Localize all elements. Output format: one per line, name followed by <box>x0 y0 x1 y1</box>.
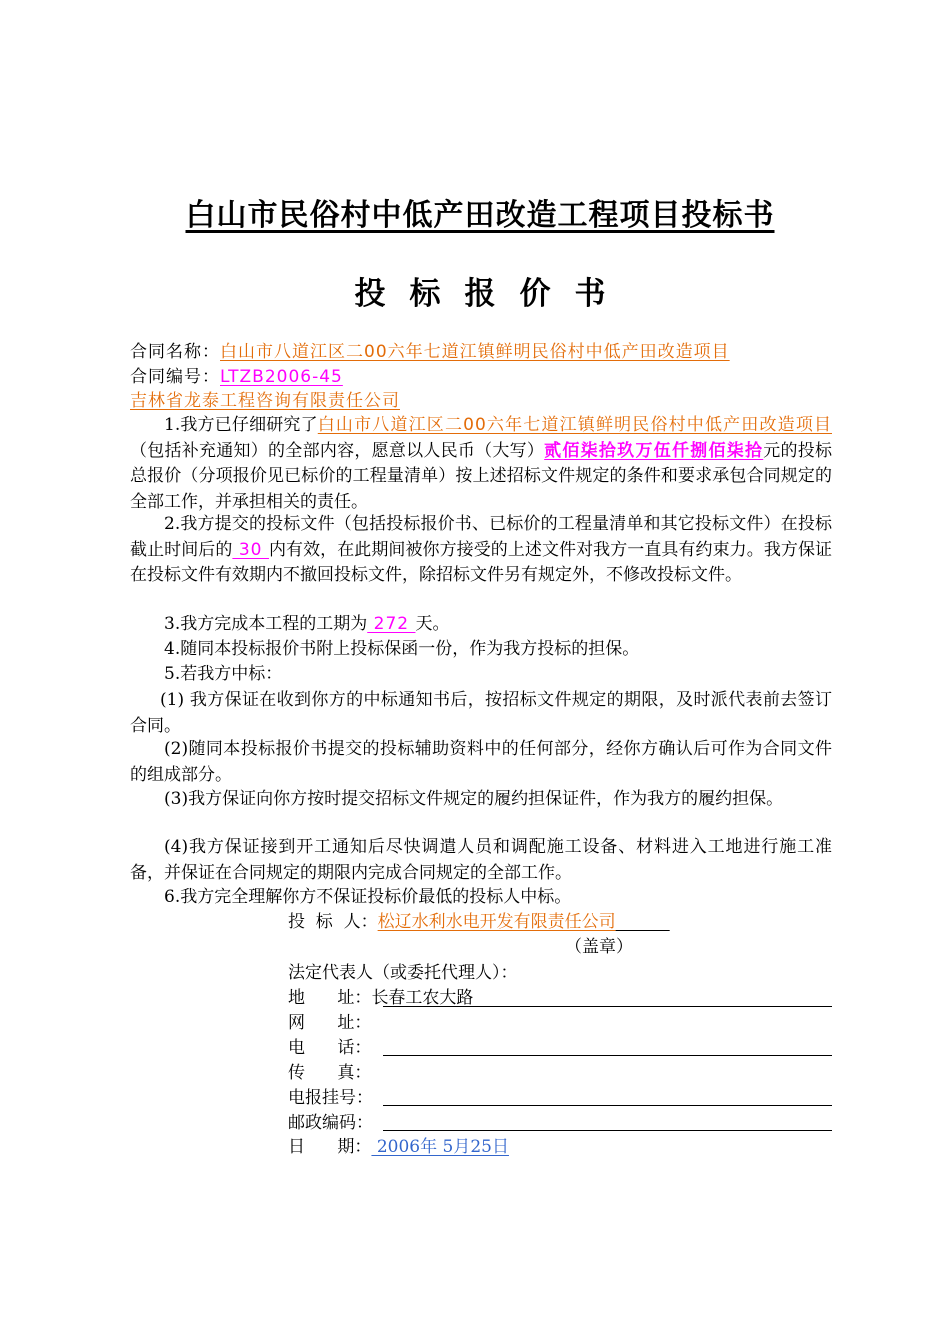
bidder-row <box>288 910 670 935</box>
recipient-company: 吉林省龙泰工程咨询有限责任公司 <box>130 391 400 411</box>
fax-label: 传 真： <box>288 1063 372 1083</box>
telegraph-label: 电报挂号： <box>288 1088 373 1108</box>
contract-no-row <box>130 364 343 390</box>
phone-underline <box>383 1034 832 1056</box>
address-underline <box>383 985 832 1007</box>
postcode-row <box>288 1111 373 1136</box>
date-label: 日 期： <box>288 1137 372 1157</box>
document-title: 白山市民俗村中低产田改造工程项目投标书 <box>185 198 775 233</box>
contract-name-value: 白山市八道江区二00六年七道江镇鲜明民俗村中低产田改造项目 <box>220 342 730 362</box>
bidder-label: 投 标 人： <box>288 912 378 932</box>
address-label: 地 址： <box>288 988 372 1008</box>
document-subtitle: 投标报价书 <box>354 276 630 312</box>
paragraph-5-3: (3)我方保证向你方按时提交招标文件规定的履约担保证件，作为我方的履约担保。 <box>164 789 784 809</box>
p3-text-a: 3.我方完成本工程的工期为 <box>164 614 368 634</box>
bidder-name: 松辽水利水电开发有限责任公司 <box>377 912 616 932</box>
validity-days: 30 <box>232 539 269 560</box>
seal-note: （盖章） <box>565 937 633 957</box>
contract-no-value: LTZB2006-45 <box>220 367 343 387</box>
paragraph-5-2: (2)随同本投标报价书提交的投标辅助资料中的任何部分，经你方确认后可作为合同文件的组成部分。 <box>130 739 832 785</box>
contract-no-label: 合同编号： <box>130 367 220 387</box>
postcode-underline <box>383 1109 832 1131</box>
p3-text-b: 天。 <box>415 614 450 634</box>
paragraph-2 <box>130 512 832 589</box>
p1-text-b: （包括补充通知）的全部内容，愿意以人民币（大写） <box>130 440 545 461</box>
paragraph-4: 4.随同本投标报价书附上投标保函一份，作为我方投标的担保。 <box>164 639 640 659</box>
bid-amount: 贰佰柒拾玖万伍仟捌佰柒拾 <box>544 440 764 461</box>
paragraph-5: 5.若我方中标： <box>164 664 283 684</box>
contract-name-row <box>130 339 730 365</box>
phone-row <box>288 1036 371 1061</box>
construction-days: 272 <box>367 614 416 634</box>
p2-text-a: 2.我方提交的投标文件（包括投标报价书、已标价的工程量清单和其它投标文件）在投标截止时间后的 <box>130 514 832 560</box>
p1-project-name: 白山市八道江区二00六年七道江镇鲜明民俗村中低产田改造项目 <box>317 415 832 435</box>
fax-row <box>288 1061 371 1086</box>
paragraph-6: 6.我方完全理解你方不保证投标价最低的投标人中标。 <box>164 887 572 907</box>
paragraph-3 <box>130 612 832 638</box>
date-value: 2006年 5月25日 <box>371 1137 509 1157</box>
website-label: 网 址： <box>288 1013 372 1033</box>
address-value: 长春工农大路 <box>371 988 474 1008</box>
telegraph-underline <box>383 1084 832 1106</box>
paragraph-5-1: (1) 我方保证在收到你方的中标通知书后，按招标文件规定的期限，及时派代表前去签订合同。 <box>130 690 832 736</box>
paragraph-1 <box>130 413 832 515</box>
legal-representative-label: 法定代表人（或委托代理人）： <box>288 963 518 983</box>
date-row <box>288 1135 509 1160</box>
bidder-underline-tail <box>616 912 670 932</box>
website-row <box>288 1011 371 1036</box>
telegraph-row <box>288 1086 373 1111</box>
contract-name-label: 合同名称： <box>130 342 220 362</box>
p2-text-b: 内有效，在此期间被你方接受的上述文件对我方一直具有约束力。我方保证在投标文件有效期内不撤回投标文件，除招标文件另有规定外，不修改投标文件。 <box>130 539 833 585</box>
paragraph-5-4: (4)我方保证接到开工通知后尽快调遣人员和调配施工设备、材料进入工地进行施工准备，并保证在合同规定的期限内完成合同规定的全部工作。 <box>130 837 832 883</box>
postcode-label: 邮政编码： <box>288 1113 373 1133</box>
phone-label: 电 话： <box>288 1038 372 1058</box>
p1-text-c: 元的投标总报价（分项报价见已标价的工程量清单）按上述招标文件规定的条件和要求承包合同规定的全部工作，并承担相关的责任。 <box>130 440 833 512</box>
p1-text-a: 1.我方已仔细研究了 <box>164 415 318 435</box>
